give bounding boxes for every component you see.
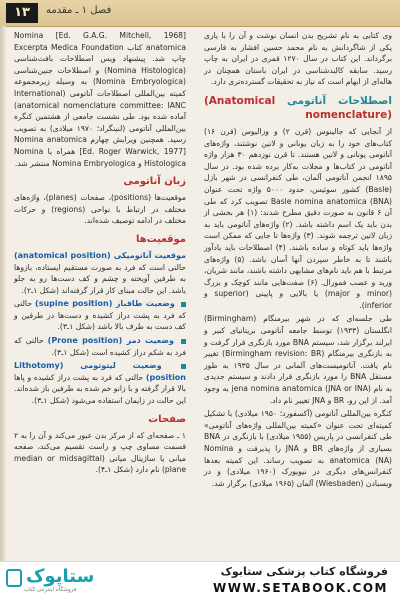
paragraph-bna: از آنجایی که جالینوس (قرن ۲) و وزالیوس (قرن ۱۶) کتاب‌های خود را به زبان یونانی و لاتین نوشتند، واژه‌های آناتومی یونانی و لاتین هستند. تا قرن نوزدهم ۳۰ هزار واژه آناتومی در کتاب‌ها و مجلات به‌کار برده شده بود. در سال ۱۸۹۵ انجمن آناتومی آلمان، طی کنفرانسی در شهر بازل (Basle) کشور سوئیس، حدود ۵۰۰۰ واژه تحت عنوان Basle nomina anatomica (BNA) تصویب کرد که طی آن ۶ قانون به صورت دقیق مطرح شدند: (۱) هر بخشی از بدن باید یک اسم داشته باشد. (۲) واژه‌های آناتومی باید به زبان لاتین ترجمه شوند. (۳) واژه‌ها تا جایی که ممکن است واژه‌ها باید کوتاه و ساده باشند. (۴) اصطلاحات باید یادآور باشند تا به خاطر سپردن آنها آسان باشد. (۵) واژه‌های مرتبط با هم باید نام‌های مشابهی داشته باشند، مانند شریان، ورید و عصب فمورال. (۶) صفت‌هایی مانند کوچک و بزرگ (minor و major) یا بالایی و پایینی (superior و inferior). xyxy=(204,126,393,310)
store-url-link[interactable]: WWW.SETABOOK.COM xyxy=(212,581,388,595)
anatomical-position-item xyxy=(14,250,186,296)
section-title xyxy=(204,94,392,122)
right-column xyxy=(204,30,392,491)
left-column xyxy=(14,30,186,478)
supine-position-text: حالتی که فرد به پشت دراز کشیده و دست‌ها در طرفین و کف دست به طرف بالا باشد (شکل ۱ـ۳). xyxy=(14,299,186,332)
square-bullet-icon xyxy=(181,364,186,369)
planes-paragraph: ۱ ـ صفحه‌ای که از مرکز بدن عبور می‌کند و آن را به ۲ قسمت مساوی چپ و راست تقسیم می‌کند، صفحه میانی یا ساژیتال میانی (median or midsagittal plane) نام دارد (شکل ۱ـ۴). xyxy=(14,430,186,475)
section-title-en: (Anatomical nomenclature) xyxy=(204,94,392,121)
planes-title: صفحات xyxy=(148,413,186,425)
anatomical-position-label: موقعیت آناتومیکی (anatomical position) xyxy=(14,250,187,260)
paragraph-congress: کنگره بین‌المللی آناتومی (آکسفورد؛ ۱۹۵۰ میلادی) با تشکیل کمیته‌ای تحت عنوان «کمیته بین‌المللی واژه‌های آناتومی» طی کنفرانسی در پاریس (۱۹۵۵ میلادی) با بازنگری در BNA بسیاری از واژه‌های BR و JNA را پذیرفت و Nomina anatomica (NA) به تصویب رساند. این کمیته بعدها کنفرانس‌های دیگری در نیویورک (۱۹۶۰ میلادی) و در ویسبادن (Wiesbaden) آلمان (۱۹۶۵ میلادی) برگزار شد. xyxy=(204,409,393,488)
store-banner[interactable] xyxy=(0,561,400,600)
intro-paragraph: وی کتابی به نام تشریح بدن انسان نوشت و آن را با یاری یکی از شاگردانش به نام محمد حسین افشار به فارسی برگرداند. این کتاب در سال ۱۲۷۰ قمری در ایران به چاپ رسید. سابقه کالبدشناسی در ایران باستان همچنان در هاله‌ای از ابهام است که نیاز به تحقیقات گسترده‌تری دارد. xyxy=(204,31,392,87)
lithotomy-position-item xyxy=(14,360,186,406)
logo-subtitle: فروشگاه اینترنتی کتاب xyxy=(24,587,77,593)
page-header xyxy=(0,0,400,27)
prone-position-label: وضعیت دمر (Prone position) xyxy=(47,336,175,346)
section-title-fa: اصطلاحات آناتومی xyxy=(287,94,392,107)
lithotomy-position-text: حالتی که فرد به پشت دراز کشیده و پاها بالا قرار گرفته و با زانو خم شده به طرفین باز شده‌اند. این حالت در زایمان استفاده می‌شود (شکل ۱ـ۳). xyxy=(14,372,186,406)
paragraph-birmingham: طی جلسه‌ای که در شهر بیرمنگام (Birmingham) انگلستان (۱۹۳۳) توسط جامعه آناتومی بریتانیای کبیر و ایرلند برگزار شد، سیستم BNA مورد بازنگری قرار گرفت و به بازنگری بیرمنگام (Birmingham revision: BR) تغییر نام یافت. آناتومیست‌های آلمانی در سال ۱۹۳۵ به طور مستقل BNA را مورد بازنگری قرار دادند و سیستم جدیدی به نام jena nomina anatomica (JNA or INA) به وجود آمد. از این رو، BR و JNA تغییر نام داد. xyxy=(204,314,393,405)
chapter-title: فصل ۱ ـ مقدمه xyxy=(46,5,112,16)
book-spine-shadow xyxy=(0,26,6,561)
store-logo[interactable] xyxy=(6,566,102,596)
supine-position-item xyxy=(14,298,186,333)
lithotomy-position-label: وضعیت لیتوتومی (Lithotomy position) xyxy=(14,361,186,382)
paragraph-nomina: [Ed. G.A.G. Mitchell, 1968] Nomina anatomica کتاب Excerpta Medica Foundation چاپ شد. پیشنهاد ویس اصطلاحات بافت‌شناسی (Nomina Histologica) و اصطلاحات جنین‌شناسی (Nomina Embryologica) به وسیله زیرمجموعه کمیته بین‌المللی اصطلاحات آناتومی (International anatomical nomenclature committee: IANC) آماده شده بود. طی نشست جامعی از هشتمین کنگره بین‌المللی آناتومی (لنینگراد؛ ۱۹۷۰ میلادی) به تصویب رسید. همچنین ویرایش چهارم Nomina anatomica [Ed. Roger Warwick, 1977] همراه با Nomina Histologica و Nomina Embryologica منتشر شد. xyxy=(14,31,187,168)
supine-position-label: وضعیت طاقباز (supine position) xyxy=(35,299,175,309)
anatomical-position-text: حالتی است که فرد به صورت مستقیم ایستاده، بازوها به طرفین آویخته و چشم و کف دست‌ها رو به جلو باشد. این حالت مبنای کار قرار گرفته‌اند (شکل ۱ـ۲). xyxy=(14,262,186,295)
square-bullet-icon xyxy=(181,339,186,344)
language-paragraph: موقعیت‌ها (positions)، صفحات (planes)، واژه‌های مختلف در ارتباط با نواحی (regions) و حرکات مختلف در ادامه توصیف شده‌اند. xyxy=(14,193,186,226)
language-title: زبان آناتومی xyxy=(123,176,186,188)
page-number: ۱۳ xyxy=(6,3,38,23)
book-logo-icon xyxy=(6,569,22,587)
positions-title: موقعیت‌ها xyxy=(135,233,186,245)
prone-position-item xyxy=(14,335,186,358)
prone-position-text: حالتی که فرد به شکم دراز کشیده است (شکل ۱ـ۳). xyxy=(14,336,186,357)
logo-text: ستاپوک xyxy=(26,566,95,587)
store-name: فروشگاه کتاب پزشکی ستابوک xyxy=(220,565,388,578)
square-bullet-icon xyxy=(181,302,186,307)
